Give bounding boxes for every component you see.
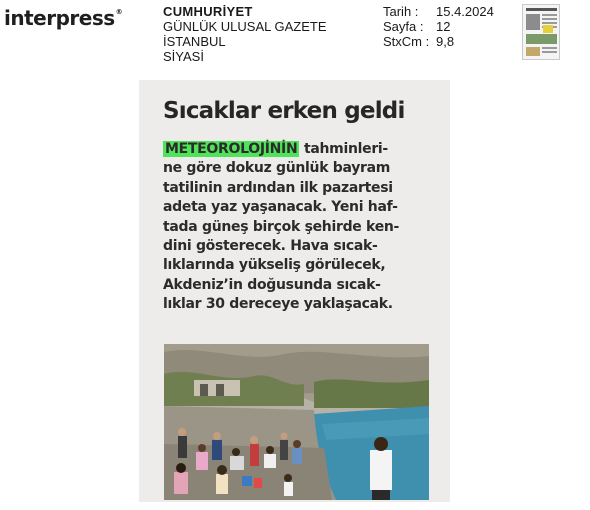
body-line: lıklar 30 dereceye yaklaşacak. — [163, 296, 393, 313]
page-value: 12 — [436, 19, 451, 34]
size-label: StxCm : — [383, 34, 430, 49]
page-label: Sayfa : — [383, 19, 424, 34]
logo-text: interpress — [4, 6, 115, 30]
size-row — [383, 34, 494, 49]
date-label: Tarih : — [383, 4, 419, 19]
body-line: tatilinin ardından ilk pazartesi — [163, 179, 393, 196]
date-value: 15.4.2024 — [436, 4, 494, 19]
body-line: dini gösterecek. Hava sıcak- — [163, 238, 378, 255]
publication-category: SİYASİ — [163, 49, 204, 64]
article-headline: Sıcaklar erken geldi — [163, 98, 405, 124]
body-line: adeta yaz yaşanacak. Yeni haf- — [163, 199, 398, 216]
publication-city: İSTANBUL — [163, 34, 226, 49]
article-body — [163, 140, 447, 315]
page-thumbnail[interactable] — [522, 4, 560, 60]
size-value: 9,8 — [436, 34, 455, 49]
publication-info — [163, 4, 327, 64]
body-line-rest: tahminleri- — [299, 141, 388, 157]
publication-type: GÜNLÜK ULUSAL GAZETE — [163, 19, 327, 34]
beach-photo — [164, 344, 429, 500]
publication-name: CUMHURİYET — [163, 4, 253, 19]
body-line: lıklarında yükseliş görülecek, — [163, 257, 386, 274]
body-line: ne göre dokuz günlük bayram — [163, 160, 391, 177]
article-clipping — [139, 80, 450, 502]
registered-mark: ® — [115, 8, 123, 16]
date-row — [383, 4, 494, 19]
body-line: tada güneş birçok şehirde ken- — [163, 218, 400, 235]
body-line: Akdeniz’in doğusunda sıcak- — [163, 276, 381, 293]
highlighted-keyword: METEOROLOJİNİN — [165, 141, 298, 157]
clip-metadata — [383, 4, 494, 49]
body-line — [163, 140, 447, 159]
interpress-logo — [4, 6, 122, 30]
page-row — [383, 19, 494, 34]
